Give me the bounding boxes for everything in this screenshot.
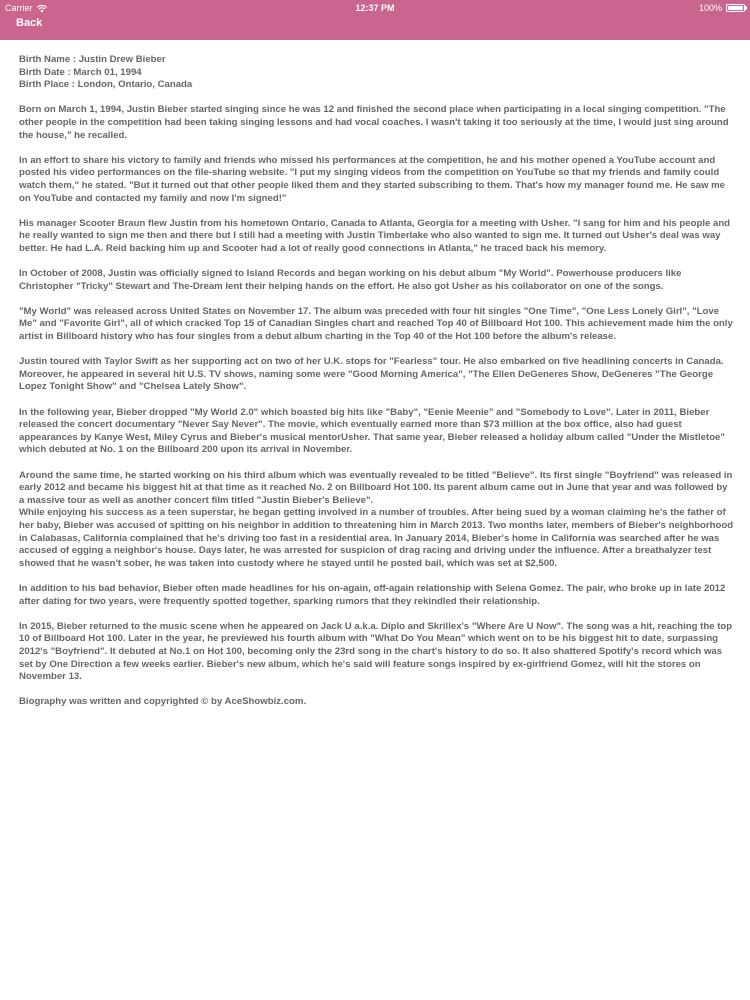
biography-paragraph: "My World" was released across United States on November 17. The album was preceded with four hit singles "One Time", "One Less Lonely Girl", "Love Me" and "Favorite Girl", all of which cracked Top 15 of Canadian Singles chart and reached Top 40 of Billboard Hot 100. This achievement made him the only artist in Billboard history who has four singles from a debut album charting in the Top 40 of the Hot 100 before the album's release. — [19, 305, 733, 343]
birth-info — [19, 54, 734, 92]
biography-paragraph: In addition to his bad behavior, Bieber often made headlines for his on-again, off-again relationship with Selena Gomez. The pair, who broke up in late 2012 after dating for two years, were frequently spotted together, sparking rumors that they rekindled their relationship. — [19, 582, 726, 607]
birth-name: Birth Name : Justin Drew Bieber — [19, 54, 166, 65]
biography-paragraph: Born on March 1, 1994, Justin Bieber started singing since he was 12 and finished the second place when participating in a local singing competition. "The other people in the competition had been taking singing lessons and had vocal coaches. I wasn't taking it too seriously at the time, I would just sing around the house," he recalled. — [19, 104, 729, 141]
birth-place: Birth Place : London, Ontario, Canada — [19, 79, 193, 91]
biography-content — [19, 54, 734, 709]
carrier-label: Carrier — [5, 3, 33, 13]
navigation-bar — [0, 0, 750, 40]
status-right — [699, 0, 745, 16]
birth-date: Birth Date : March 01, 1994 — [19, 66, 142, 78]
battery-icon — [726, 4, 745, 12]
biography-paragraph: Around the same time, he started working on his third album which was eventually revealed to be titled "Believe". Its first single "Boyfriend" was released in early 2012 and became his biggest hit at that time as it reached No. 2 on Billboard Hot 100. Its parent album came out in June that year and was followed by a massive tour as well as another concert film titled "Justin Bieber's Believe". — [19, 469, 733, 506]
biography-paragraph: In October of 2008, Justin was officially signed to Island Records and began working on his debut album "My World". Powerhouse producers like Christopher "Tricky" Stewart and The-Dream lent their helping hands on the effort. He also got Usher as his collaborator on one of the songs. — [19, 268, 682, 292]
biography-paragraph: In the following year, Bieber dropped "My World 2.0" which boasted big hits like "Baby", "Eenie Meenie" and "Somebody to Love". Later in 2011, Bieber released the concert documentary "Never Say Never". The movie, which eventually earned more than $73 million at the box office, also had guest appearances by Kanye West, Miley Cyrus and Bieber's musical mentorUsher. That same year, Bieber released a holiday album called "Under the Mistletoe" which debuted at No. 1 on the Billboard 200 upon its arrival in November. — [19, 406, 725, 456]
biography-paragraph: While enjoying his success as a teen superstar, he began getting involved in a number of troubles. After being sued by a woman claiming he's the father of her baby, Bieber was accused of spitting on his neighbor in addition to threatening him in March 2013. Two months later, members of Bieber's neighborhood in Calabasas, California complained that he's driving too fast in a residential area. In January 2014, Bieber's home in California was searched after he was accused of egging a neighbor's house. Days later, he was arrested for suspicion of drag racing and driving under the influence. After a breathalyzer test showed that he wasn't sober, he was taken into custody where he stayed until he posted bail, which was set at $2,500. — [19, 507, 734, 569]
battery-percentage: 100% — [698, 3, 722, 13]
status-bar — [0, 0, 750, 16]
biography-paragraph: His manager Scooter Braun flew Justin from his hometown Ontario, Canada to Atlanta, Georgia for a meeting with Usher. "I sang for him and his people and he really wanted to sign me then and there but I still had a meeting with Justin Timberlake who also wanted to sign me. It turned out Usher's deal was way better. He had L.A. Reid backing him up and Scooter had a lot of really good connections in Atlanta," he traced back his memory. — [19, 217, 731, 254]
copyright-notice: Biography was written and copyrighted © by AceShowbiz.com. — [19, 696, 307, 708]
biography-paragraph: In 2015, Bieber returned to the music scene when he appeared on Jack U a.k.a. Diplo and Skrillex's "Where Are U Now". The song was a hit, reaching the top 10 of Billboard Hot 100. Later in the year, he previewed his fourth album with "What Do You Mean" which went on to be his biggest hit to date, surpassing 2012's "Boyfriend". It debuted at No.1 on Hot 100, becoming only the 23rd song in the chart's history to do so. It also shattered Spotify's record which was set by One Direction a few weeks earlier. Bieber's new album, which he's said will feature songs inspired by ex-girlfriend Gomez, will hit the stores on November 13. — [19, 620, 733, 683]
status-time: 12:37 PM — [355, 3, 395, 13]
back-button[interactable]: Back — [16, 17, 43, 29]
biography-paragraph: In an effort to share his victory to family and friends who missed his performances at the competition, he and his mother opened a YouTube account and posted his video performances on the file-sharing website. "I put my singing videos from the competition on YouTube so that my friends and family could watch them," he stated. "But it turned out that other people liked them and they started subscribing to them. That's how my manager found me. He saw me on YouTube and contacted my family and now I'm signed!" — [19, 154, 725, 204]
biography-paragraph: Justin toured with Taylor Swift as her supporting act on two of her U.K. stops for "Fearless" tour. He also embarked on five headlining concerts in Canada. Moreover, he appeared in several hit U.S. TV shows, naming some were "Good Morning America", "The Ellen DeGeneres Show, DeGeneres "The George Lopez Tonight Show" and "Chelsea Lately Show". — [19, 356, 724, 393]
